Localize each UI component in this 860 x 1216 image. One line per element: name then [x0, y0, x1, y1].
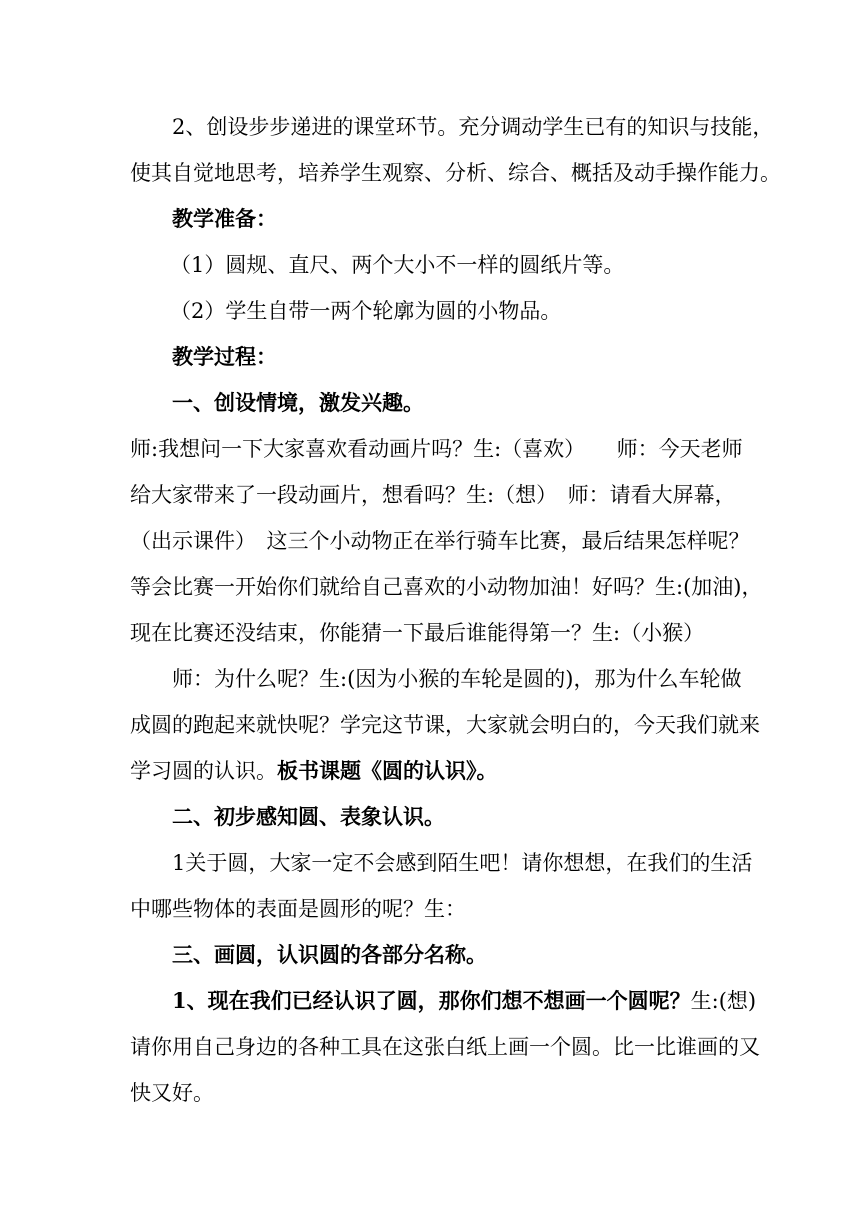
dialogue-line-1: 师:我想问一下大家喜欢看动画片吗？生:（喜欢） 师：今天老师 — [130, 437, 743, 461]
section-2-heading: 二、初步感知圆、表象认识。 — [172, 804, 445, 829]
section-3-para-line-2: 请你用自己身边的各种工具在这张白纸上画一个圆。比一比谁画的又 — [130, 1035, 760, 1059]
section-2-para-line-1: 1关于圆，大家一定不会感到陌生吧！请你想想，在我们的生活 — [172, 851, 753, 875]
dialogue-line-5: 现在比赛还没结束，你能猜一下最后谁能得第一？生:（小猴） — [130, 621, 705, 645]
heading-teaching-process: 教学过程： — [172, 344, 277, 369]
section-1-heading: 一、创设情境，激发兴趣。 — [172, 390, 424, 415]
blackboard-title: 板书课题《圆的认识》。 — [277, 758, 498, 783]
section-3-question: 1、现在我们已经认识了圆，那你们想不想画一个圆呢？ — [172, 988, 691, 1013]
section-3-para-line-3: 快又好。 — [130, 1081, 214, 1105]
dialogue-line-2: 给大家带来了一段动画片，想看吗？生:（想） 师：请看大屏幕， — [130, 483, 736, 507]
dialogue-para-2-line-1: 师：为什么呢？生:(因为小猴的车轮是圆的)，那为什么车轮做 — [172, 667, 742, 691]
dialogue-line-3: （出示课件） 这三个小动物正在举行骑车比赛，最后结果怎样呢？ — [130, 529, 750, 553]
section-3-heading: 三、画圆，认识圆的各部分名称。 — [172, 942, 487, 967]
section-3-para-line-1 — [172, 986, 792, 1016]
prep-item-2: （2）学生自带一两个轮廓为圆的小物品。 — [170, 299, 562, 323]
para-goal-2-line-1: 2、创设步步递进的课堂环节。充分调动学生已有的知识与技能， — [172, 115, 774, 139]
section-3-answer: 生:(想) — [690, 989, 757, 1013]
para-goal-2-line-2: 使其自觉地思考，培养学生观察、分析、综合、概括及动手操作能力。 — [130, 161, 781, 185]
heading-teaching-preparation: 教学准备： — [172, 206, 277, 231]
section-2-para-line-2: 中哪些物体的表面是圆形的呢？生： — [130, 897, 466, 921]
dialogue-para-2-line-2: 成圆的跑起来就快呢？学完这节课，大家就会明白的，今天我们就来 — [130, 713, 760, 737]
dialogue-para-2-line-3 — [130, 756, 750, 786]
dialogue-line-4: 等会比赛一开始你们就给自己喜欢的小动物加油！好吗？生:(加油)， — [130, 575, 763, 599]
prep-item-1: （1）圆规、直尺、两个大小不一样的圆纸片等。 — [170, 253, 625, 277]
dialogue-para-2-text: 学习圆的认识。 — [130, 759, 277, 783]
